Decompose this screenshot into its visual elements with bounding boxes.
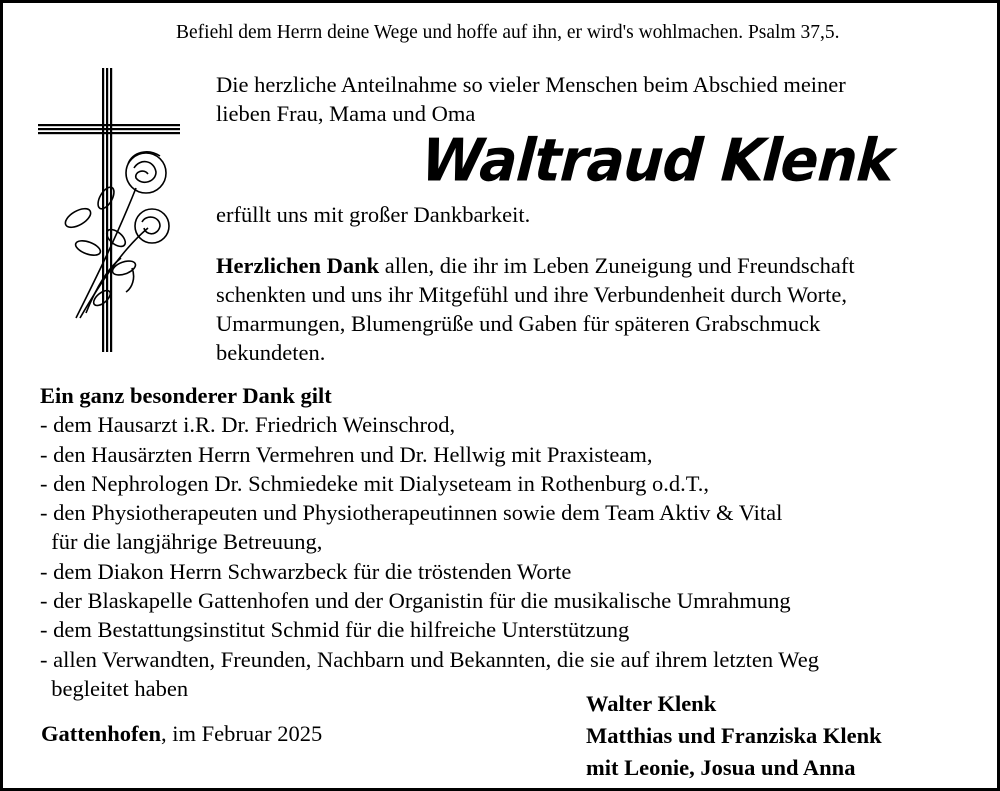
list-item: - dem Hausarzt i.R. Dr. Friedrich Weinschrod, <box>40 412 456 438</box>
list-item: - den Hausärzten Herrn Vermehren und Dr. Hellwig mit Praxisteam, <box>40 441 653 467</box>
thanks-line: Umarmungen, Blumengrüße und Gaben für späteren Grabschmuck <box>216 311 821 336</box>
special-thanks-list <box>40 381 819 703</box>
signer: mit Leonie, Josua und Anna <box>586 755 856 780</box>
special-heading: Ein ganz besonderer Dank gilt <box>40 383 332 408</box>
signer: Matthias und Franziska Klenk <box>586 723 882 748</box>
intro-text <box>216 70 846 128</box>
thanks-line: allen, die ihr im Leben Zuneigung und Freundschaft <box>379 253 855 278</box>
list-item: begleitet haben <box>40 675 189 701</box>
deceased-name: Waltraud Klenk <box>413 126 903 195</box>
place-date <box>41 721 322 747</box>
thanks-paragraph <box>216 251 855 367</box>
psalm-verse: Befiehl dem Herrn deine Wege und hoffe auf ihn, er wird's wohlmachen. Psalm 37,5. <box>176 22 840 43</box>
list-item: - der Blaskapelle Gattenhofen und der Organistin für die musikalische Umrahmung <box>40 588 791 614</box>
list-item: - dem Bestattungsinstitut Schmid für die hilfreiche Unterstützung <box>40 617 630 643</box>
intro-line: Die herzliche Anteilnahme so vieler Menschen beim Abschied meiner <box>216 72 846 97</box>
list-item: - allen Verwandten, Freunden, Nachbarn und Bekannten, die sie auf ihrem letzten Weg <box>40 646 819 672</box>
list-item: - dem Diakon Herrn Schwarzbeck für die tröstenden Worte <box>40 558 572 584</box>
thanks-line: bekundeten. <box>216 340 326 365</box>
place: Gattenhofen <box>41 721 161 746</box>
list-item: - den Nephrologen Dr. Schmiedeke mit Dialyseteam in Rothenburg o.d.T., <box>40 470 710 496</box>
cross-with-roses-icon <box>36 68 186 358</box>
list-item: für die langjährige Betreuung, <box>40 529 323 555</box>
intro-line: lieben Frau, Mama und Oma <box>216 101 476 126</box>
thanks-bold: Herzlichen Dank <box>216 253 380 278</box>
date: , im Februar 2025 <box>161 721 323 746</box>
gratitude-line: erfüllt uns mit großer Dankbarkeit. <box>216 202 531 227</box>
signer: Walter Klenk <box>586 691 717 716</box>
list-item: - den Physiotherapeuten und Physiotherapeutinnen sowie dem Team Aktiv & Vital <box>40 500 783 526</box>
thanks-line: schenkten und uns ihr Mitgefühl und ihre Verbundenheit durch Worte, <box>216 282 847 307</box>
signers <box>586 688 882 784</box>
